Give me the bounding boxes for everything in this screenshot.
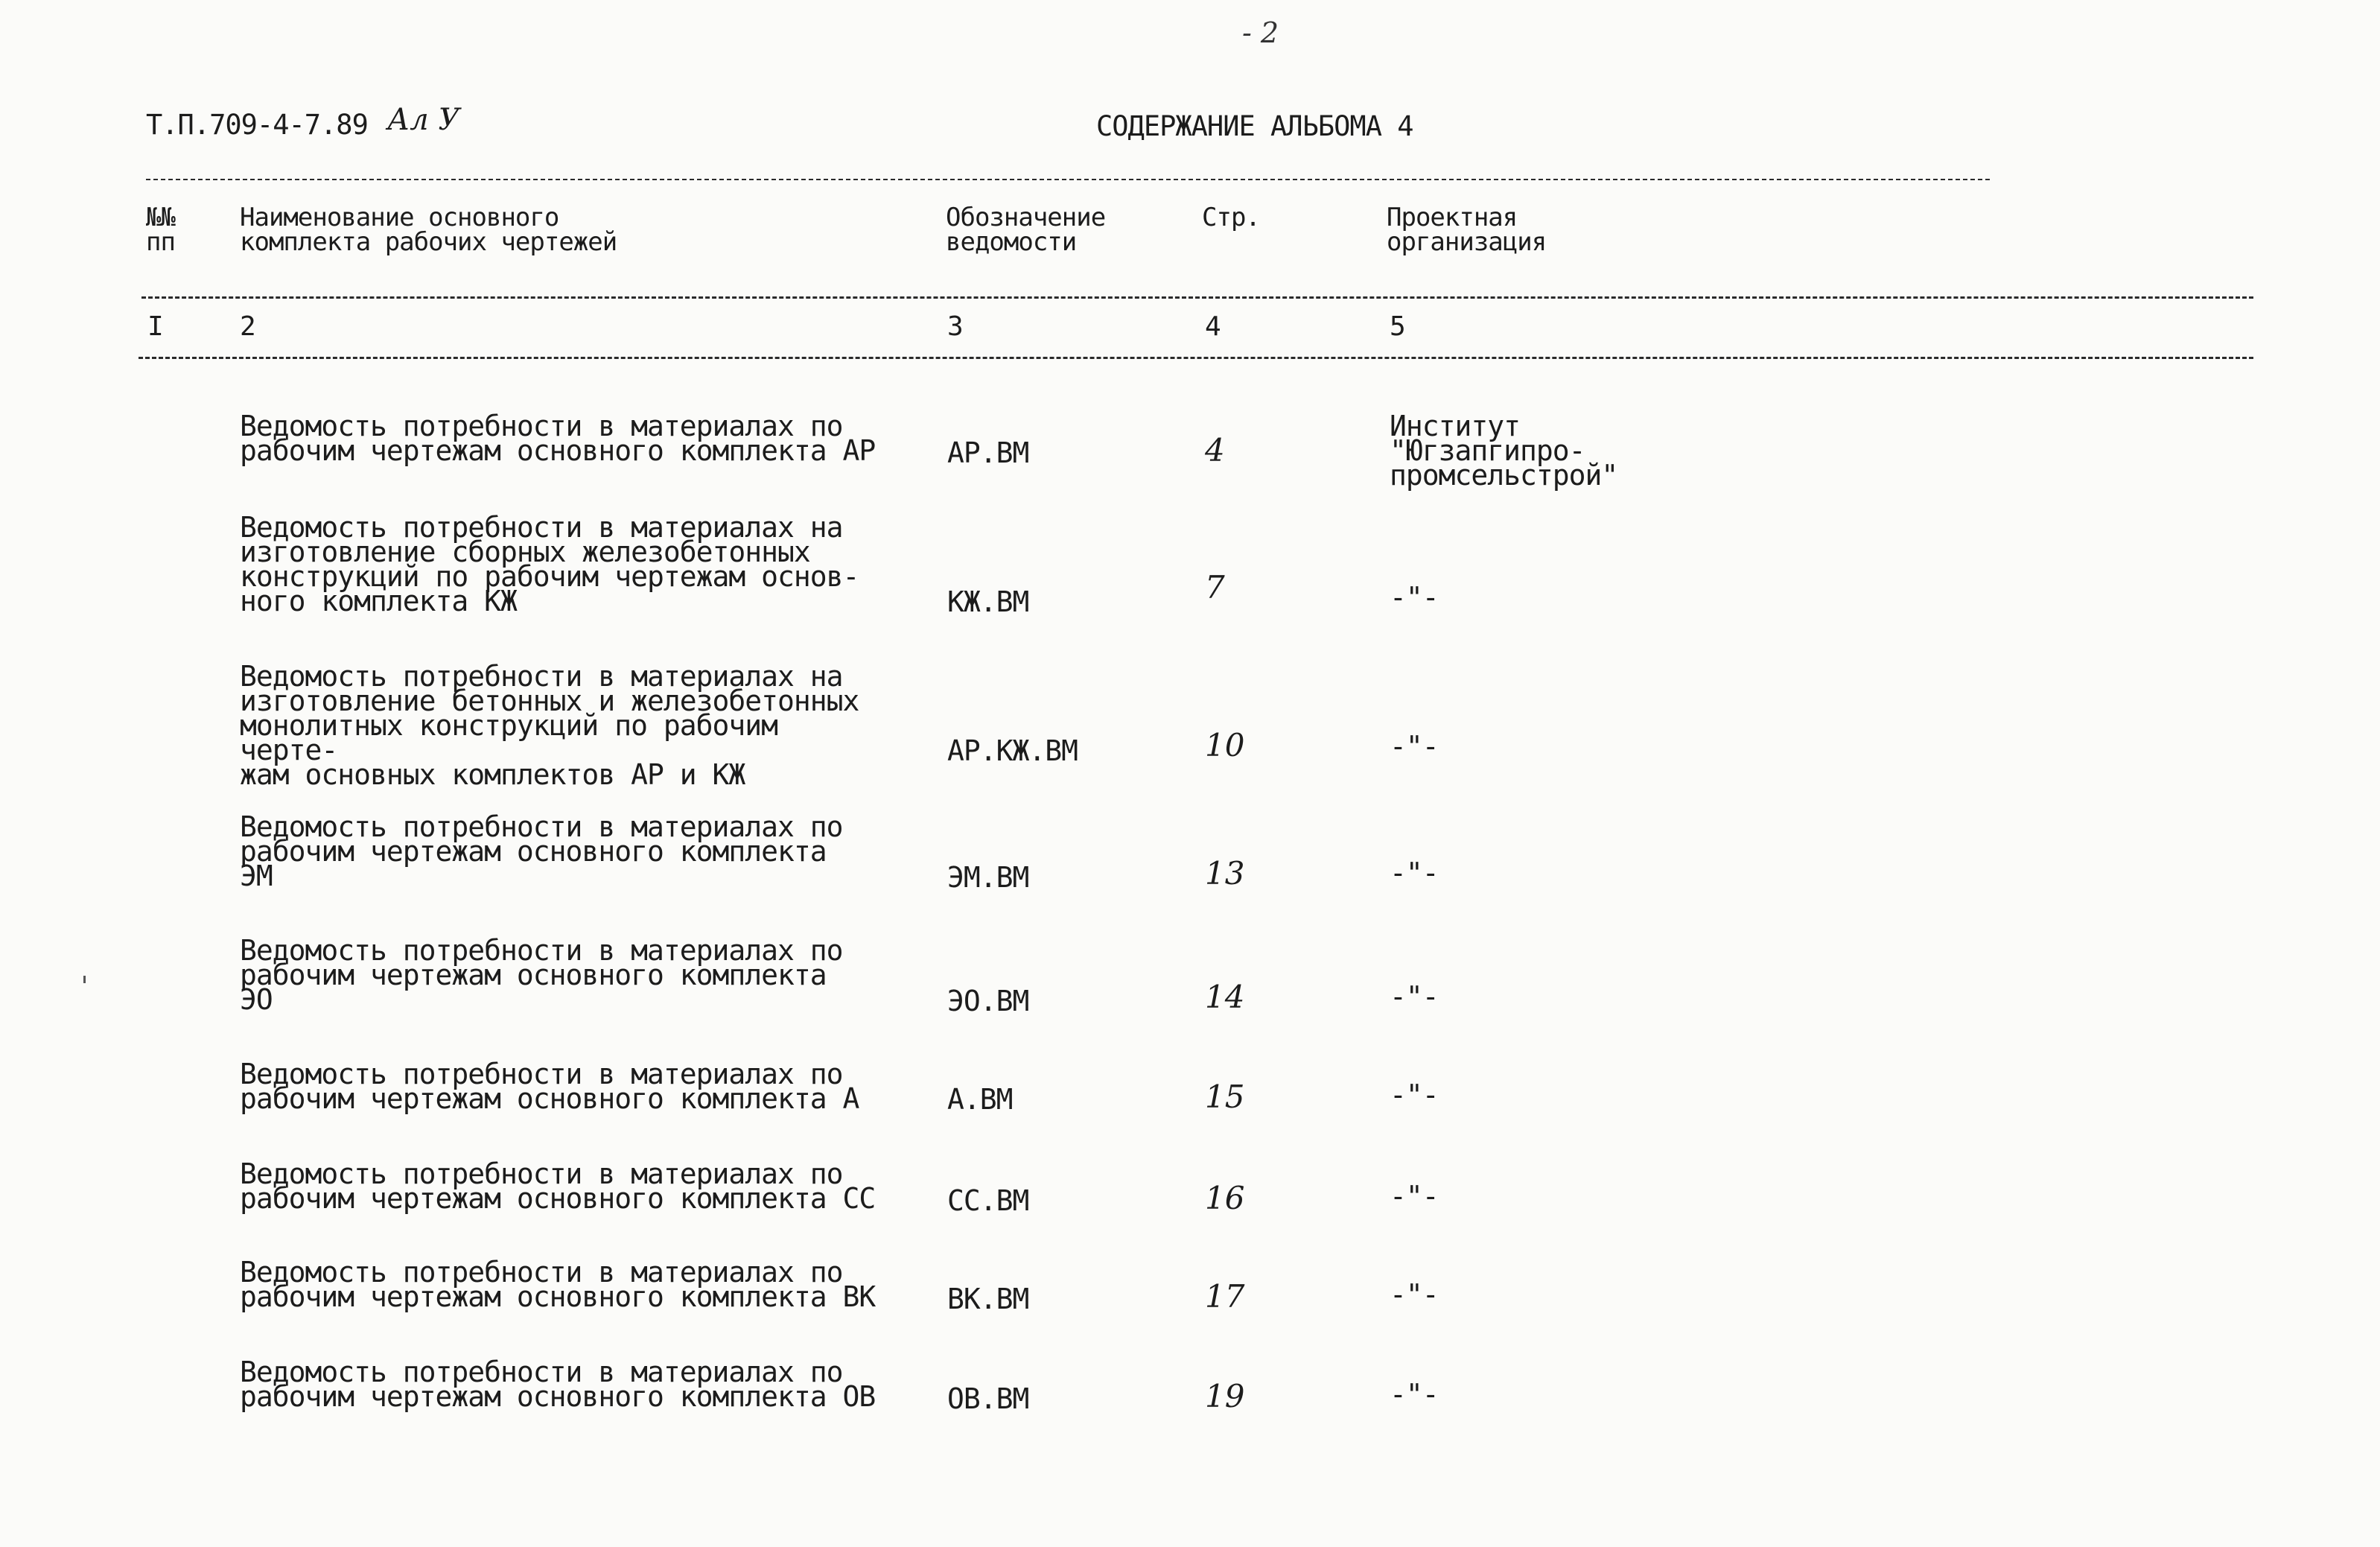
row-page: 15 [1205, 1079, 1245, 1115]
row-org: -"- [1390, 730, 1439, 763]
row-org: -"- [1390, 1378, 1439, 1411]
row-name: Ведомость потребности в материалах по рабочим чертежам основного комплекта ЭМ [240, 810, 843, 892]
header-name: Наименование основного комплекта рабочих чертежей [240, 203, 617, 257]
header-org: Проектная организация [1387, 203, 1547, 257]
header-rule-mid [141, 296, 2253, 299]
row-code: ОВ.ВМ [947, 1382, 1029, 1415]
document-code: Т.П.709-4-7.89 [146, 109, 368, 141]
row-code: АР.ВМ [947, 436, 1029, 469]
column-number: 2 [240, 311, 256, 342]
row-name: Ведомость потребности в материалах по рабочим чертежам основного комплекта А [240, 1058, 859, 1115]
row-org: -"- [1390, 1278, 1439, 1311]
row-name: Ведомость потребности в материалах по рабочим чертежам основного комплекта ОВ [240, 1356, 876, 1413]
row-code: ЭО.ВМ [947, 985, 1029, 1017]
row-code: А.ВМ [947, 1083, 1013, 1116]
row-org: -"- [1390, 857, 1439, 889]
row-page: 17 [1205, 1278, 1245, 1315]
header-rule-bottom [139, 357, 2253, 359]
header-page: Стр. [1202, 203, 1260, 232]
row-name: Ведомость потребности в материалах на изготовление сборных железобетонных конструкций по рабочим чертежам основ- ного комплекта КЖ [240, 511, 859, 617]
row-page: 4 [1205, 432, 1225, 468]
row-page: 7 [1205, 569, 1225, 606]
row-code: АР.КЖ.ВМ [947, 734, 1078, 767]
header-code: Обозначение ведомости [946, 203, 1106, 257]
row-org: -"- [1390, 1180, 1439, 1213]
column-number: 4 [1205, 311, 1221, 342]
column-number: 3 [947, 311, 964, 342]
row-code: ВК.ВМ [947, 1283, 1029, 1315]
page-number: - 2 [1242, 16, 1279, 49]
header-rule-top [146, 179, 1990, 180]
row-code: ЭМ.ВМ [947, 861, 1029, 894]
row-name: Ведомость потребности в материалах на изготовление бетонных и железобетонных монолитных конструкций по рабочим черте- жам основных комплектов АР и КЖ [240, 660, 859, 791]
column-number: 5 [1390, 311, 1406, 342]
row-code: СС.ВМ [947, 1184, 1029, 1217]
row-page: 14 [1205, 979, 1245, 1015]
handwritten-note: Ал У [387, 103, 460, 137]
row-page: 16 [1205, 1180, 1245, 1216]
row-page: 13 [1205, 855, 1245, 892]
row-name: Ведомость потребности в материалах по рабочим чертежам основного комплекта ЭО [240, 934, 843, 1016]
scan-speck [83, 976, 86, 983]
row-org: -"- [1390, 581, 1439, 614]
header-num: №№ пп [146, 203, 175, 257]
row-name: Ведомость потребности в материалах по рабочим чертежам основного комплекта АР [240, 410, 876, 467]
row-org: Институт "Югзапгипро- промсельстрой" [1390, 410, 1618, 492]
column-number: I [147, 311, 164, 342]
row-name: Ведомость потребности в материалах по рабочим чертежам основного комплекта СС [240, 1157, 876, 1215]
row-page: 19 [1205, 1378, 1245, 1414]
row-code: КЖ.ВМ [947, 585, 1029, 618]
row-org: -"- [1390, 980, 1439, 1013]
row-page: 10 [1205, 727, 1245, 763]
document-title: СОДЕРЖАНИЕ АЛЬБОМА 4 [1096, 110, 1413, 142]
row-name: Ведомость потребности в материалах по рабочим чертежам основного комплекта ВК [240, 1256, 876, 1313]
row-org: -"- [1390, 1079, 1439, 1111]
